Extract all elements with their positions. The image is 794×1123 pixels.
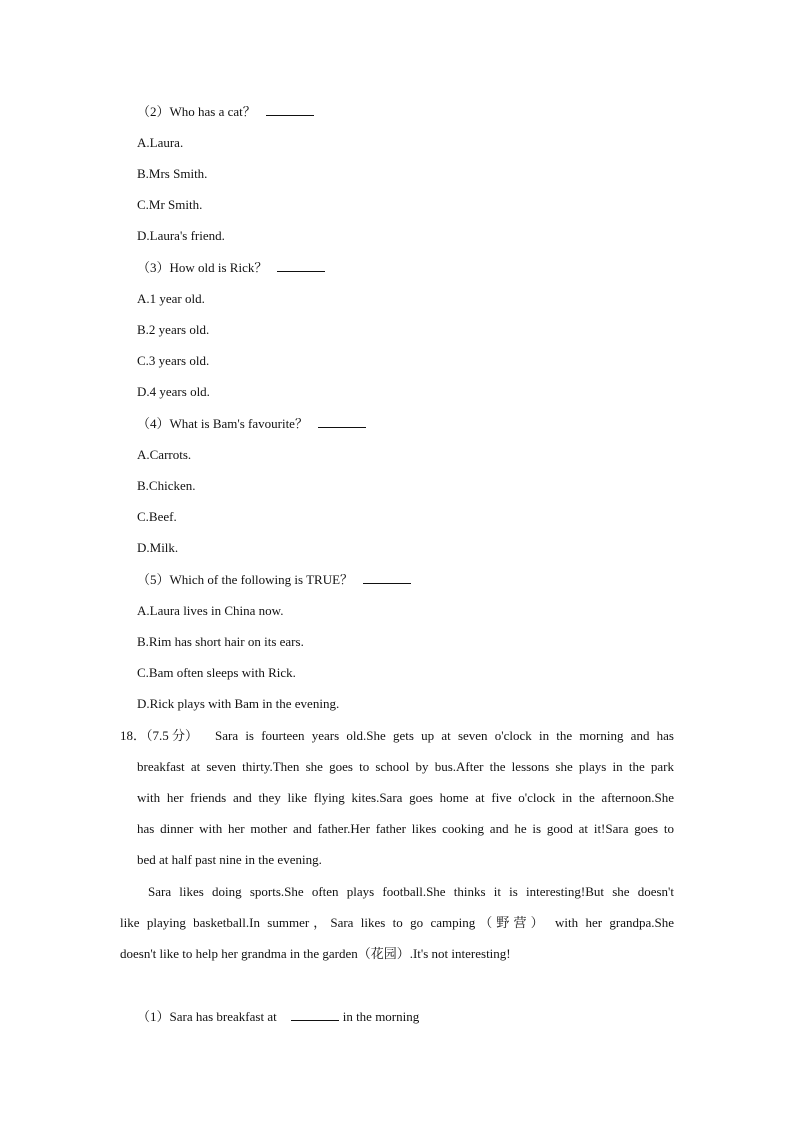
option-c[interactable]: C.Mr Smith. [137,197,203,212]
option-b[interactable]: B.Rim has short hair on its ears. [137,634,304,649]
question-stem: （2）Who has a cat？ [137,104,256,119]
option-c[interactable]: C.3 years old. [137,353,210,368]
passage-line: breakfast at seven thirty.Then she goes to school by bus.After the lessons she plays in the park [137,759,674,774]
question-number-18: 18．（7.5 分） [120,728,199,743]
option-c[interactable]: C.Bam often sleeps with Rick. [137,665,296,680]
question-stem: （5）Which of the following is TRUE？ [137,572,354,587]
answer-blank[interactable] [266,103,314,116]
option-d[interactable]: D.4 years old. [137,384,210,399]
question-18-1 [137,1008,419,1026]
answer-blank[interactable] [277,259,325,272]
question-stem: （1）Sara has breakfast at [137,1009,277,1024]
question-tail: in the morning [342,1009,420,1024]
passage-line: with her friends and they like flying kites.Sara goes home at five o'clock in the afternoon.She [137,790,674,805]
option-b[interactable]: B.Mrs Smith. [137,166,208,181]
answer-blank[interactable] [363,571,411,584]
question-5 [137,571,411,589]
option-a[interactable]: A.Laura. [137,135,184,150]
option-a[interactable]: A.Carrots. [137,447,192,462]
question-stem: （4）What is Bam's favourite？ [137,416,308,431]
option-a[interactable]: A.Laura lives in China now. [137,603,284,618]
passage-line: Sara is fourteen years old.She gets up at seven o'clock in the morning and has [215,728,674,743]
question-3 [137,259,325,277]
option-d[interactable]: D.Rick plays with Bam in the evening. [137,696,340,711]
option-c[interactable]: C.Beef. [137,509,177,524]
question-stem: （3）How old is Rick？ [137,260,268,275]
question-2 [137,103,314,121]
passage-line: like playing basketball.In summer，Sara likes to go camping（野营） with her grandpa.She [120,915,674,930]
answer-blank[interactable] [318,415,366,428]
question-4 [137,415,366,433]
passage-line: doesn't like to help her grandma in the garden（花园）.It's not interesting! [120,946,511,961]
option-b[interactable]: B.2 years old. [137,322,210,337]
option-d[interactable]: D.Laura's friend. [137,228,225,243]
answer-blank[interactable] [291,1008,339,1021]
passage-line: bed at half past nine in the evening. [137,852,322,867]
option-d[interactable]: D.Milk. [137,540,179,555]
option-a[interactable]: A.1 year old. [137,291,205,306]
passage-line: Sara likes doing sports.She often plays football.She thinks it is interesting!But she doesn't [148,884,674,899]
passage-line: has dinner with her mother and father.Her father likes cooking and he is good at it!Sara goes to [137,821,674,836]
option-b[interactable]: B.Chicken. [137,478,196,493]
